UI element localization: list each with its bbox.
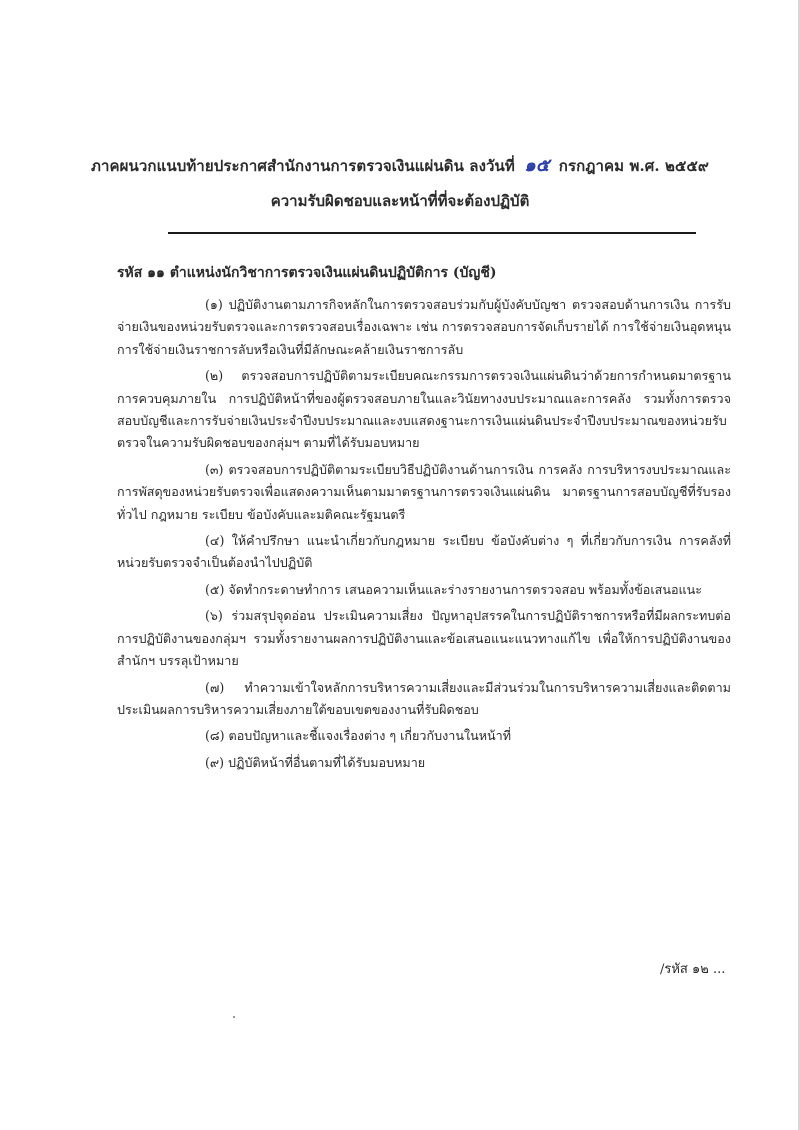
- document-header: [60, 150, 740, 179]
- duties-list: [117, 294, 731, 778]
- header-text-before-date: ภาคผนวกแนบท้ายประกาศสำนักงานการตรวจเงินแผ่นดิน ลงวันที่: [90, 157, 515, 175]
- header-divider: [168, 232, 696, 234]
- duty-item: (๒) ตรวจสอบการปฏิบัติตามระเบียบคณะกรรมการตรวจเงินแผ่นดินว่าด้วยการกำหนดมาตรฐานการควบคุมภายใน การปฏิบัติหน้าที่ของผู้ตรวจสอบภายในและวินัยทางงบประมาณและการคลัง รวมทั้งการตรวจสอบบัญชีและการรับจ่ายเงินประจำปีงบประมาณและงบแสดงฐานะการเงินแผ่นดินประจำปีงบประมาณของหน่วยรับตรวจในความรับผิดชอบของกลุ่มฯ ตามที่ได้รับมอบหมาย: [117, 368, 731, 451]
- duty-item: (๕) จัดทำกระดาษทำการ เสนอความเห็นและร่างรายงานการตรวจสอบ พร้อมทั้งข้อเสนอแนะ: [205, 581, 703, 597]
- scan-speck: [233, 1016, 235, 1018]
- header-text-after-date: กรกฎาคม พ.ศ. ๒๕๕๙: [558, 157, 710, 175]
- duty-item: (๗) ทำความเข้าใจหลักการบริหารความเสี่ยงและมีส่วนร่วมในการบริหารความเสี่ยงและติดตามประเมินผลการบริหารความเสี่ยงภายใต้ขอบเขตของงานที่รับผิดชอบ: [117, 679, 731, 717]
- duty-item: (๔) ให้คำปรึกษา แนะนำเกี่ยวกับกฎหมาย ระเบียบ ข้อบังคับต่าง ๆ ที่เกี่ยวกับการเงิน การคลังที่หน่วยรับตรวจจำเป็นต้องนำไปปฏิบัติ: [117, 533, 731, 571]
- duty-item: (๙) ปฏิบัติหน้าที่อื่นตามที่ได้รับมอบหมาย: [205, 754, 426, 770]
- continuation-note: /รหัส ๑๒ ...: [660, 962, 726, 977]
- duty-item: (๖) ร่วมสรุปจุดอ่อน ประเมินความเสี่ยง ปัญหาอุปสรรคในการปฏิบัติราชการหรือที่มีผลกระทบต่อการปฏิบัติงานของกลุ่มฯ รวมทั้งรายงานผลการปฏิบัติงานและข้อเสนอแนะแนวทางแก้ไข เพื่อให้การปฏิบัติงานของสำนักฯ บรรลุเป้าหมาย: [117, 608, 731, 669]
- section-title: รหัส ๑๑ ตำแหน่งนักวิชาการตรวจเงินแผ่นดินปฏิบัติการ (บัญชี): [117, 265, 497, 281]
- duty-item: (๑) ปฏิบัติงานตามภารกิจหลักในการตรวจสอบร่วมกับผู้บังคับบัญชา ตรวจสอบด้านการเงิน การรับจ่ายเงินของหน่วยรับตรวจและการตรวจสอบเรื่องเฉพาะ เช่น การตรวจสอบการจัดเก็บรายได้ การใช้จ่ายเงินอุดหนุน การใช้จ่ายเงินราชการลับหรือเงินที่มีลักษณะคล้ายเงินราชการลับ: [117, 297, 731, 357]
- duty-item: (๘) ตอบปัญหาและชี้แจงเรื่องต่าง ๆ เกี่ยวกับงานในหน้าที่: [205, 728, 511, 744]
- document-subtitle: ความรับผิดชอบและหน้าที่ที่จะต้องปฏิบัติ: [270, 192, 530, 210]
- handwritten-day: ๑๕: [524, 155, 550, 176]
- duty-item: (๓) ตรวจสอบการปฏิบัติตามระเบียบวิธีปฏิบัติงานด้านการเงิน การคลัง การบริหารงบประมาณและการพัสดุของหน่วยรับตรวจเพื่อแสดงความเห็นตามมาตรฐานการตรวจเงินแผ่นดิน มาตรฐานการสอบบัญชีที่รับรองทั่วไป กฎหมาย ระเบียบ ข้อบังคับและมติคณะรัฐมนตรี: [117, 461, 731, 522]
